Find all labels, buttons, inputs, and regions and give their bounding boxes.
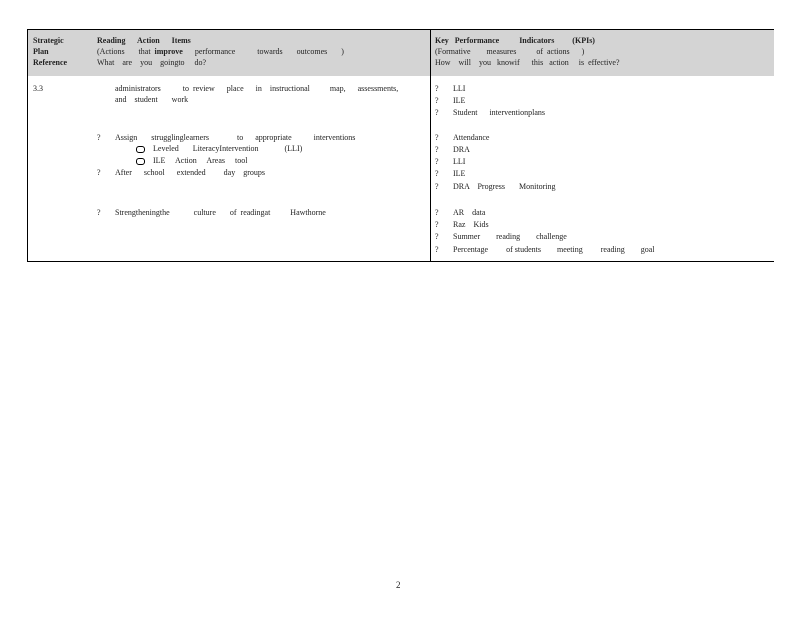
bullet-icon: ?: [435, 108, 439, 117]
header-actions-subtitle: [97, 47, 344, 57]
bullet-icon: ?: [435, 145, 439, 154]
row-reference: 3.3: [33, 84, 43, 93]
bullet-icon: ?: [435, 208, 439, 217]
kpi-item: LLI: [453, 84, 466, 93]
header-reference: Reference: [33, 58, 68, 67]
header-kpi-question: How will you knowif this action is effective?: [435, 58, 620, 67]
kpi-item: ILE: [453, 96, 466, 105]
bullet-icon: ?: [435, 133, 439, 142]
action-subitem: Leveled LiteracyIntervention (LLI): [153, 144, 303, 153]
kpi-item: Raz Kids: [453, 220, 489, 229]
header-actions-bold: improve: [154, 47, 183, 56]
bullet-icon: ?: [97, 208, 101, 217]
header-reading-action-items: Reading Action Items: [97, 36, 191, 45]
header-kpi-subtitle: (Formative measures of actions ): [435, 47, 585, 56]
kpi-item: DRA: [453, 145, 470, 154]
bullet-icon: ?: [435, 84, 439, 93]
kpi-item: LLI: [453, 157, 466, 166]
action-line: After school extended day groups: [115, 168, 265, 177]
kpi-item: Summer reading challenge: [453, 232, 567, 241]
bullet-icon: ?: [435, 169, 439, 178]
header-actions-pre: (Actions that: [97, 47, 155, 56]
bullet-icon: ?: [435, 96, 439, 105]
page-number: 2: [396, 580, 401, 590]
bullet-icon: ?: [435, 157, 439, 166]
kpi-item: Percentage of students meeting reading goal: [453, 245, 655, 254]
bullet-icon: ?: [435, 232, 439, 241]
header-actions-post: performance towards outcomes ): [182, 47, 344, 56]
bullet-icon: ?: [97, 133, 101, 142]
action-line: Assign strugglinglearners to appropriate interventions: [115, 133, 356, 142]
column-divider: [430, 30, 431, 261]
kpi-item: Attendance: [453, 133, 490, 142]
action-line: administrators to review place in instructional map, assessments,: [115, 84, 399, 93]
bullet-icon: ?: [97, 168, 101, 177]
kpi-item: DRA Progress Monitoring: [453, 182, 556, 191]
header-strategic: Strategic: [33, 36, 64, 45]
action-line: Strengtheningthe culture of readingat Hawthorne: [115, 208, 326, 217]
bullet-icon: ?: [435, 182, 439, 191]
action-line: and student work: [115, 95, 189, 104]
circle-bullet-icon: [136, 146, 145, 153]
kpi-item: ILE: [453, 169, 466, 178]
circle-bullet-icon: [136, 158, 145, 165]
action-subitem: ILE Action Areas tool: [153, 156, 248, 165]
header-what-question: What are you goingto do?: [97, 58, 207, 67]
bullet-icon: ?: [435, 220, 439, 229]
kpi-item: Student interventionplans: [453, 108, 545, 117]
header-kpi-title: Key Performance Indicators (KPIs): [435, 36, 595, 45]
bullet-icon: ?: [435, 245, 439, 254]
kpi-item: AR data: [453, 208, 486, 217]
header-plan: Plan: [33, 47, 49, 56]
reading-action-table: [27, 29, 774, 262]
